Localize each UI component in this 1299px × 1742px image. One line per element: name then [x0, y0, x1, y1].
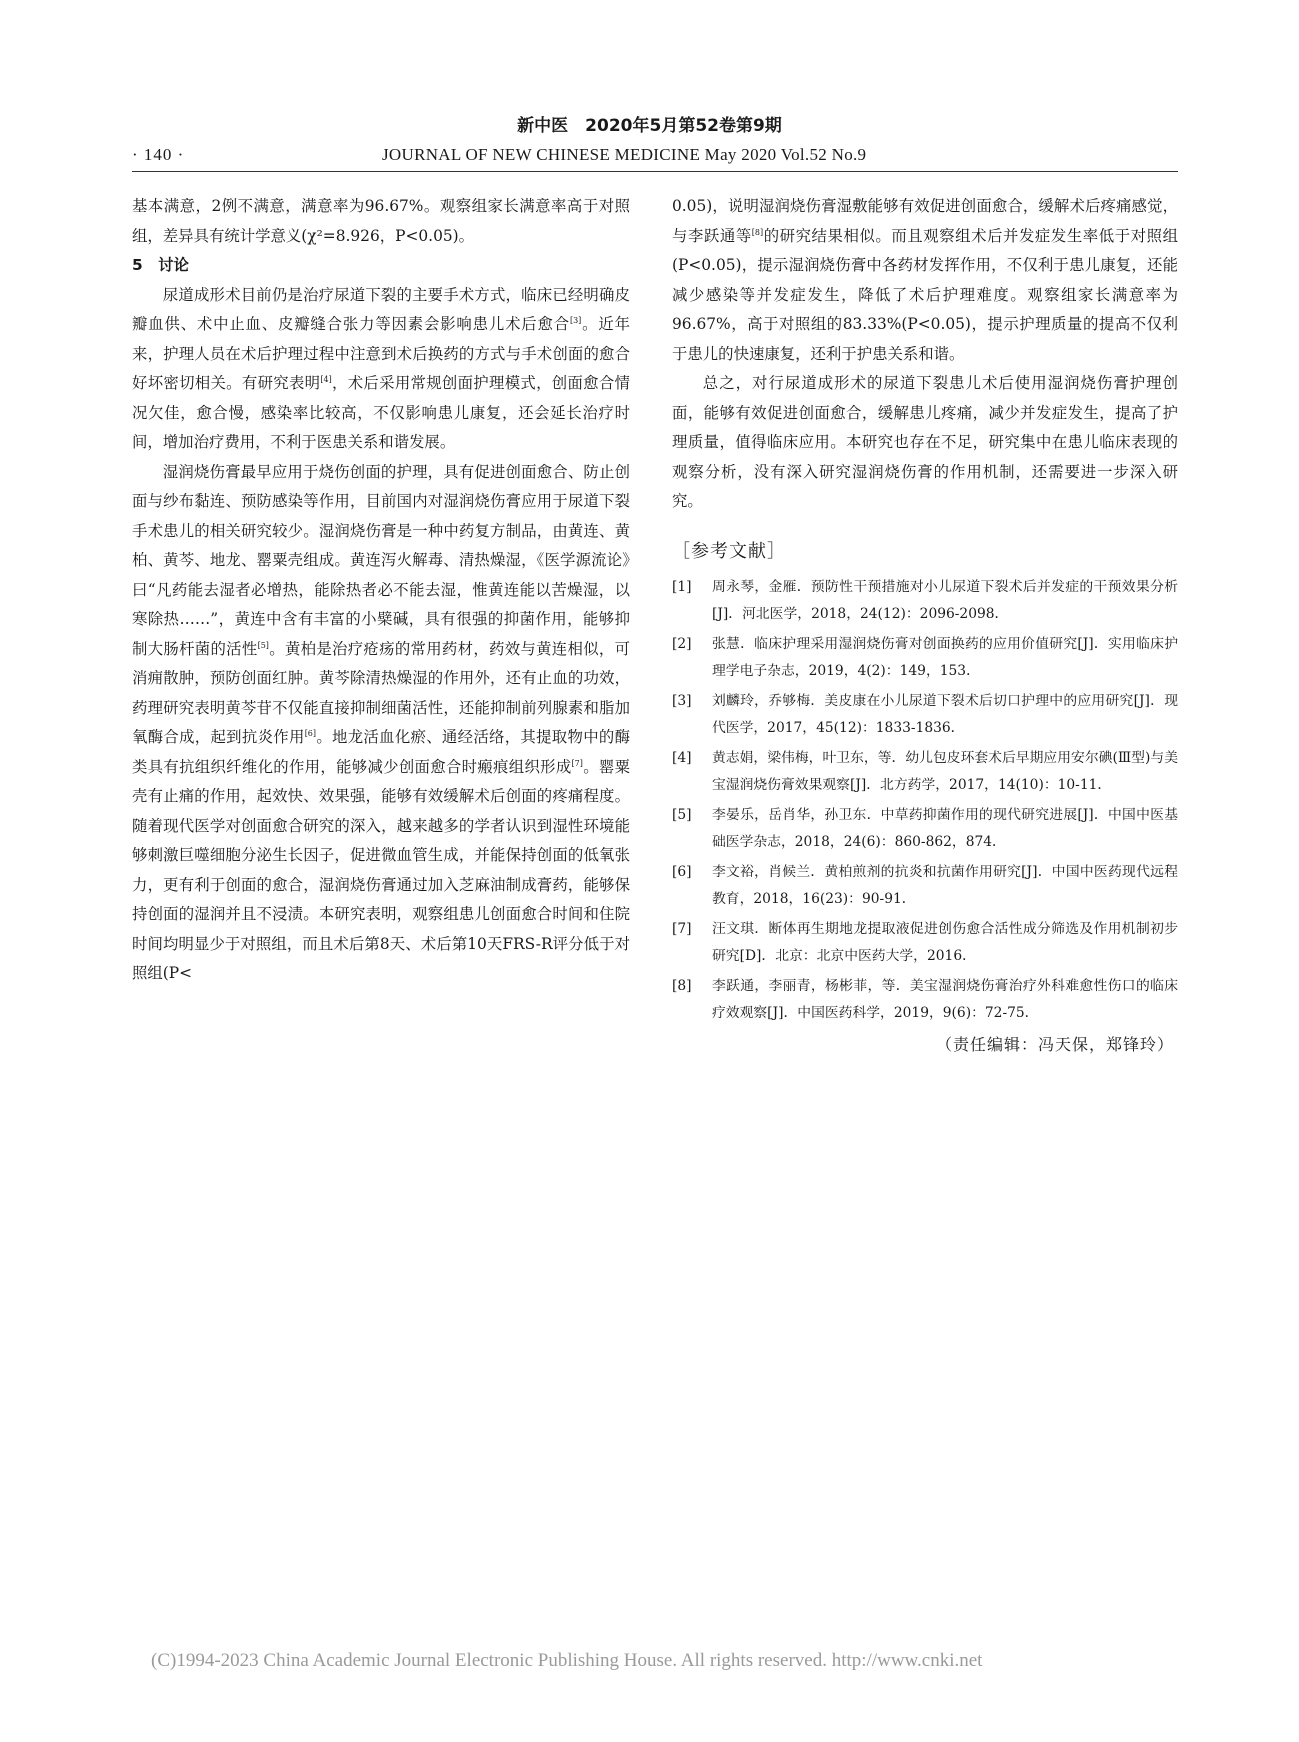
left-column: [132, 192, 630, 989]
journal-name-english: JOURNAL OF NEW CHINESE MEDICINE May 2020 Vol.52 No.9: [382, 145, 867, 164]
citation-ref[interactable]: [3]: [569, 315, 582, 325]
citation-ref[interactable]: [4]: [320, 374, 332, 384]
intro-paragraph: 基本满意，2例不满意，满意率为96.67%。观察组家长满意率高于对照组，差异具有统计学意义(χ²=8.926，P<0.05)。: [132, 197, 630, 245]
text-span: 。罂粟壳有止痛的作用，起效快、效果强，能够有效缓解术后创面的疼痛程度。随着现代医学对创面愈合研究的深入，越来越多的学者认识到湿性环境能够刺激巨噬细胞分泌生长因子，促进微血管生成，并能保持创面的低氧张力，更有利于创面的愈合，湿润烧伤膏通过加入芝麻油制成膏药，能够保持创面的湿润并且不浸渍。本研究表明，观察组患儿创面愈合时间和住院时间均明显少于对照组，而且术后第8天、术后第10天FRS-R评分低于对照组(P<: [132, 757, 630, 982]
reference-text: 周永琴，金雁．预防性干预措施对小儿尿道下裂术后并发症的干预效果分析[J]．河北医学，2018，24(12)：2096-2098．: [712, 579, 1178, 622]
reference-text: 李文裕，肖候兰．黄柏煎剂的抗炎和抗菌作用研究[J]．中国中医药现代远程教育，2018，16(23)：90-91．: [712, 864, 1178, 907]
text-span: 湿润烧伤膏最早应用于烧伤创面的护理，具有促进创面愈合、防止创面与纱布黏连、预防感染等作用，目前国内对湿润烧伤膏应用于尿道下裂手术患儿的相关研究较少。湿润烧伤膏是一种中药复方制品，由黄连、黄柏、黄芩、地龙、罂粟壳组成。黄连泻火解毒、清热燥湿，《医学源流论》曰“凡药能去湿者必增热，能除热者必不能去湿，惟黄连能以苦燥湿，以寒除热……”，黄连中含有丰富的小檗碱，具有很强的抑菌作用，能够抑制大肠杆菌的活性: [132, 462, 630, 658]
section-heading-discussion: 5 讨论: [132, 256, 189, 274]
reference-number: [6]: [672, 864, 692, 880]
reference-number: [7]: [672, 921, 692, 937]
reference-number: [5]: [672, 807, 692, 823]
reference-text: 李跃通，李丽青，杨彬菲，等．美宝湿润烧伤膏治疗外科难愈性伤口的临床疗效观察[J]．中国医药科学，2019，9(6)：72-75．: [712, 978, 1178, 1021]
reference-text: 张慧．临床护理采用湿润烧伤膏对创面换药的应用价值研究[J]．实用临床护理学电子杂志，2019，4(2)：149，153．: [712, 636, 1178, 679]
reference-number: [4]: [672, 750, 692, 766]
reference-item: [672, 688, 1178, 742]
conclusion-paragraph: 总之，对行尿道成形术的尿道下裂患儿术后使用湿润烧伤膏护理创面，能够有效促进创面愈合，缓解患儿疼痛，减少并发症发生，提高了护理质量，值得临床应用。本研究也存在不足，研究集中在患儿临床表现的观察分析，没有深入研究湿润烧伤膏的作用机制，还需要进一步深入研究。: [672, 374, 1178, 510]
reference-number: [8]: [672, 978, 692, 994]
text-span: ，术后采用常规创面护理模式，创面愈合情况欠佳，愈合慢，感染率比较高，不仅影响患儿康复，还会延长治疗时间，增加治疗费用，不利于医患关系和谐发展。: [132, 374, 630, 451]
citation-ref[interactable]: [6]: [304, 728, 317, 738]
reference-text: 李晏乐，岳肖华，孙卫东．中草药抑菌作用的现代研究进展[J]．中国中医基础医学杂志，2018，24(6)：860-862，874．: [712, 807, 1178, 850]
text-span: 的研究结果相似。而且观察组术后并发症发生率低于对照组(P<0.05)，提示湿润烧伤膏中各药材发挥作用，不仅利于患儿康复，还能减少感染等并发症发生，降低了术后护理难度。观察组家长满意率为96.67%，高于对照组的83.33%(P<0.05)，提示护理质量的提高不仅利于患儿的快速康复，还利于护患关系和谐。: [672, 226, 1178, 363]
reference-item: [672, 574, 1178, 628]
reference-text: 汪文琪．断体再生期地龙提取液促进创伤愈合活性成分筛选及作用机制初步研究[D]．北京：北京中医药大学，2016．: [712, 921, 1178, 964]
citation-ref[interactable]: [8]: [751, 227, 764, 237]
reference-item: [672, 631, 1178, 685]
page-number: · 140 ·: [132, 145, 185, 164]
references-heading: ［参考文献］: [672, 540, 786, 562]
citation-ref[interactable]: [5]: [257, 640, 269, 650]
text-span: 0.05)，说明湿润烧伤膏湿敷能够有效促进创面愈合，缓解术后疼痛感觉，与李跃通等: [672, 197, 1178, 245]
header-divider: [132, 171, 1178, 172]
reference-item: [672, 859, 1178, 913]
reference-number: [1]: [672, 579, 692, 595]
reference-list: [672, 574, 1178, 1027]
text-span: 。地龙活血化瘀、通经活络，其提取物中的酶类具有抗组织纤维化的作用，能够减少创面愈合时瘢痕组织形成: [132, 728, 630, 776]
reference-item: [672, 973, 1178, 1027]
discussion-paragraph-2: [132, 458, 630, 989]
editor-credit: （责任编辑：冯天保，郑锋玲）: [935, 1035, 1174, 1054]
discussion-paragraph-3: [672, 192, 1178, 369]
text-span: 尿道成形术目前仍是治疗尿道下裂的主要手术方式，临床已经明确皮瓣血供、术中止血、皮瓣缝合张力等因素会影响患儿术后愈合: [132, 285, 630, 333]
reference-number: [3]: [672, 693, 692, 709]
reference-text: 黄志娟，梁伟梅，叶卫东，等．幼儿包皮环套术后早期应用安尔碘(Ⅲ型)与美宝湿润烧伤膏效果观察[J]．北方药学，2017，14(10)：10-11．: [712, 750, 1178, 793]
citation-ref[interactable]: [7]: [571, 758, 583, 768]
text-span: 。黄柏是治疗疮疡的常用药材，药效与黄连相似，可消痈散肿，预防创面红肿。黄芩除清热燥湿的作用外，还有止血的功效，药理研究表明黄芩苷不仅能直接抑制细菌活性，还能抑制前列腺素和脂加氧酶合成，起到抗炎作用: [132, 639, 630, 746]
copyright-footer: (C)1994-2023 China Academic Journal Electronic Publishing House. All rights reserved. http://www.cnki.net: [151, 1650, 983, 1671]
reference-item: [672, 802, 1178, 856]
right-column: [672, 192, 1178, 1060]
discussion-paragraph-1: [132, 281, 630, 458]
reference-item: [672, 745, 1178, 799]
reference-item: [672, 916, 1178, 970]
text-span: 。近年来，护理人员在术后护理过程中注意到术后换药的方式与手术创面的愈合好坏密切相关。有研究表明: [132, 315, 630, 392]
reference-number: [2]: [672, 636, 692, 652]
reference-text: 刘麟玲，乔够梅．美皮康在小儿尿道下裂术后切口护理中的应用研究[J]．现代医学，2017，45(12)：1833-1836．: [712, 693, 1178, 736]
journal-header-title: 新中医 2020年5月第52卷第9期: [517, 116, 782, 136]
